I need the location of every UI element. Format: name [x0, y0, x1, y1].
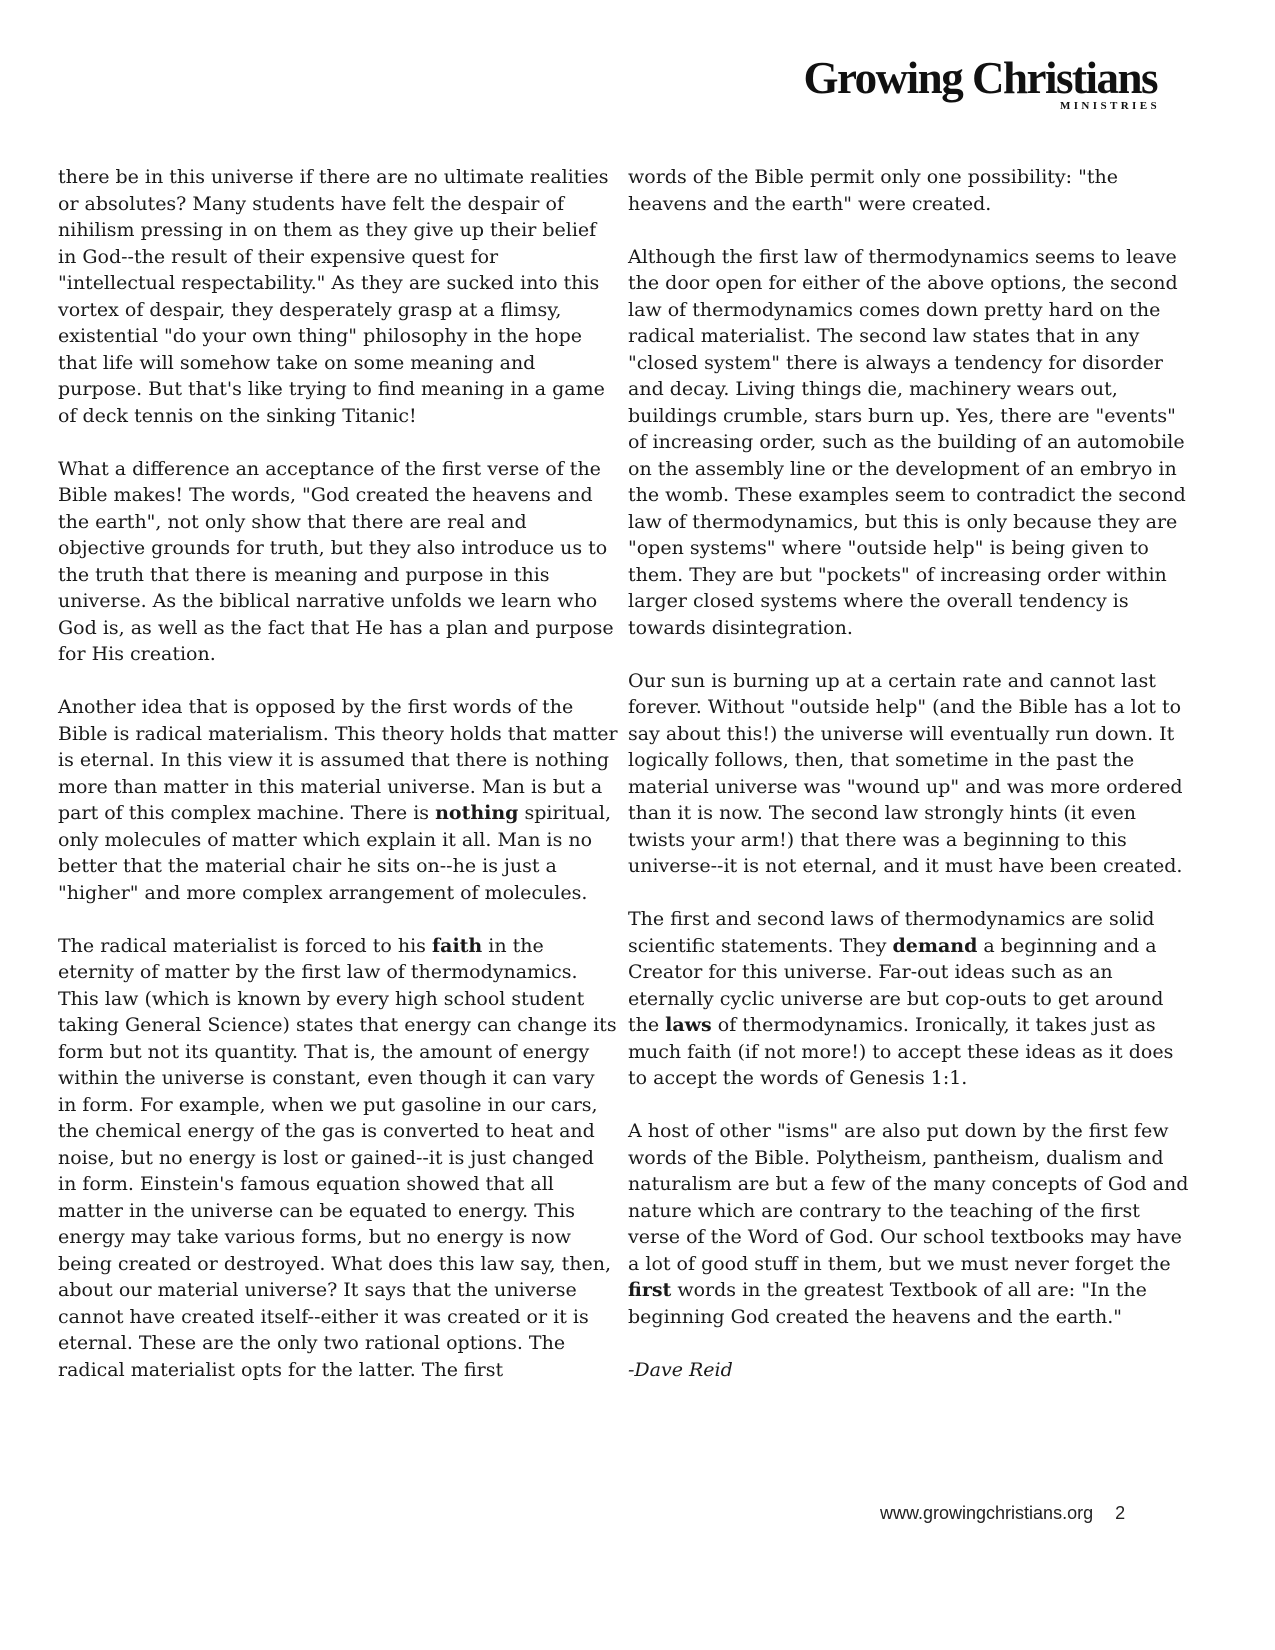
logo-subtitle: MINISTRIES [1059, 100, 1160, 112]
footer [880, 1503, 1125, 1524]
paragraph-text: words in the greatest Textbook of all are: "In the beginning God created the heavens and the earth." [628, 1279, 1147, 1328]
author-signature: -Dave Reid [628, 1358, 733, 1381]
paragraph-text: What a difference an acceptance of the first verse of the Bible makes! The words, "God created the heavens and the earth", not only show that there are real and objective grounds for truth, but they also introduce us to the truth that there is meaning and purpose in this universe. As the biblical narrative unfolds we learn who God is, as well as the fact that He has a plan and purpose for His creation. [58, 457, 614, 665]
right-column [628, 164, 1193, 1410]
paragraph [628, 1118, 1193, 1330]
paragraph [58, 933, 618, 1384]
paragraph [628, 244, 1193, 642]
paragraph-text: The radical materialist is forced to his [58, 934, 432, 957]
paragraph-text: Our sun is burning up at a certain rate and cannot last forever. Without "outside help" (and the Bible has a lot to say about this!) the universe will eventually run down. It logically follows, then, that sometime in the past the material universe was "wound up" and was more ordered than it is now. The second law strongly hints (it even twists your arm!) that there was a beginning to this universe--it is not eternal, and it must have been created. [628, 669, 1183, 877]
paragraph [58, 694, 618, 906]
bold-text: nothing [435, 802, 519, 824]
paragraph-text: in the eternity of matter by the first law of thermodynamics. This law (which is known by every high school student taking General Science) states that energy can change its form but not its quantity. That is, the amount of energy within the universe is constant, even though it can vary in form. For example, when we put gasoline in our cars, the chemical energy of the gas is converted to heat and noise, but no energy is lost or gained--it is just changed in form. Einstein's famous equation showed that all matter in the universe can be equated to energy. This energy may take various forms, but no energy is now being created or destroyed. What does this law say, then, about our material universe? It says that the universe cannot have created itself--either it was created or it is eternal. These are the only two rational options. The radical materialist opts for the latter. The first [58, 934, 617, 1381]
paragraph [58, 456, 618, 668]
footer-url: www.growingchristians.org [880, 1503, 1094, 1523]
paragraph-text: spiritual, only molecules of matter which explain it all. Man is no better that the material chair he sits on--he is just a "higher" and more complex arrangement of molecules. [58, 802, 611, 904]
paragraph-text: there be in this universe if there are no ultimate realities or absolutes? Many students have felt the despair of nihilism pressing in on them as they give up their belief in God--the result of their expensive quest for "intellectual respectability." As they are sucked into this vortex of despair, they desperately grasp at a flimsy, existential "do your own thing" philosophy in the hope that life will somehow take on some meaning and purpose. But that's like trying to find meaning in a game of deck tennis on the sinking Titanic! [58, 166, 609, 427]
paragraph [628, 668, 1193, 880]
paragraph [628, 164, 1193, 217]
paragraph-text: A host of other "isms" are also put down by the first few words of the Bible. Polytheism, pantheism, dualism and naturalism are but a few of the many concepts of God and nature which are contrary to the teaching of the first verse of the Word of God. Our school textbooks may have a lot of good stuff in them, but we must never forget the [628, 1120, 1189, 1275]
logo [803, 53, 1160, 112]
paragraph [58, 164, 618, 429]
paragraph-text: words of the Bible permit only one possibility: "the heavens and the earth" were created. [628, 166, 1118, 215]
bold-text: first [628, 1279, 672, 1301]
logo-title: Growing Christians [803, 53, 1157, 103]
left-column [58, 164, 618, 1410]
paragraph-text: Although the first law of thermodynamics seems to leave the door open for either of the above options, the second law of thermodynamics comes down pretty hard on the radical materialist. The second law states that in any "closed system" there is always a tendency for disorder and decay. Living things die, machinery wears out, buildings crumble, stars burn up. Yes, there are "events" of increasing order, such as the building of an automobile on the assembly line or the development of an embryo in the womb. These examples seem to contradict the second law of thermodynamics, but this is only because they are "open systems" where "outside help" is being given to them. They are but "pockets" of increasing order within larger closed systems where the overall tendency is towards disintegration. [628, 245, 1186, 639]
paragraph-text: Another idea that is opposed by the first words of the Bible is radical materialism. This theory holds that matter is eternal. In this view it is assumed that there is nothing more than matter in this material universe. Man is but a part of this complex machine. There is [58, 696, 618, 824]
paragraph-text: The first and second laws of thermodynamics are solid scientific statements. They [628, 908, 1155, 957]
bold-text: demand [892, 934, 978, 957]
bold-text: laws [665, 1014, 712, 1036]
paragraph [628, 906, 1193, 1092]
page-number: 2 [1115, 1503, 1126, 1523]
bold-text: faith [431, 934, 483, 957]
paragraph-text: of thermodynamics. Ironically, it takes just as much faith (if not more!) to accept these ideas as it does to accept the words of Genesis 1:1. [628, 1014, 1174, 1089]
paragraph-text: a beginning and a Creator for this universe. Far-out ideas such as an eternally cyclic universe are but cop-outs to get around the [628, 934, 1164, 1036]
